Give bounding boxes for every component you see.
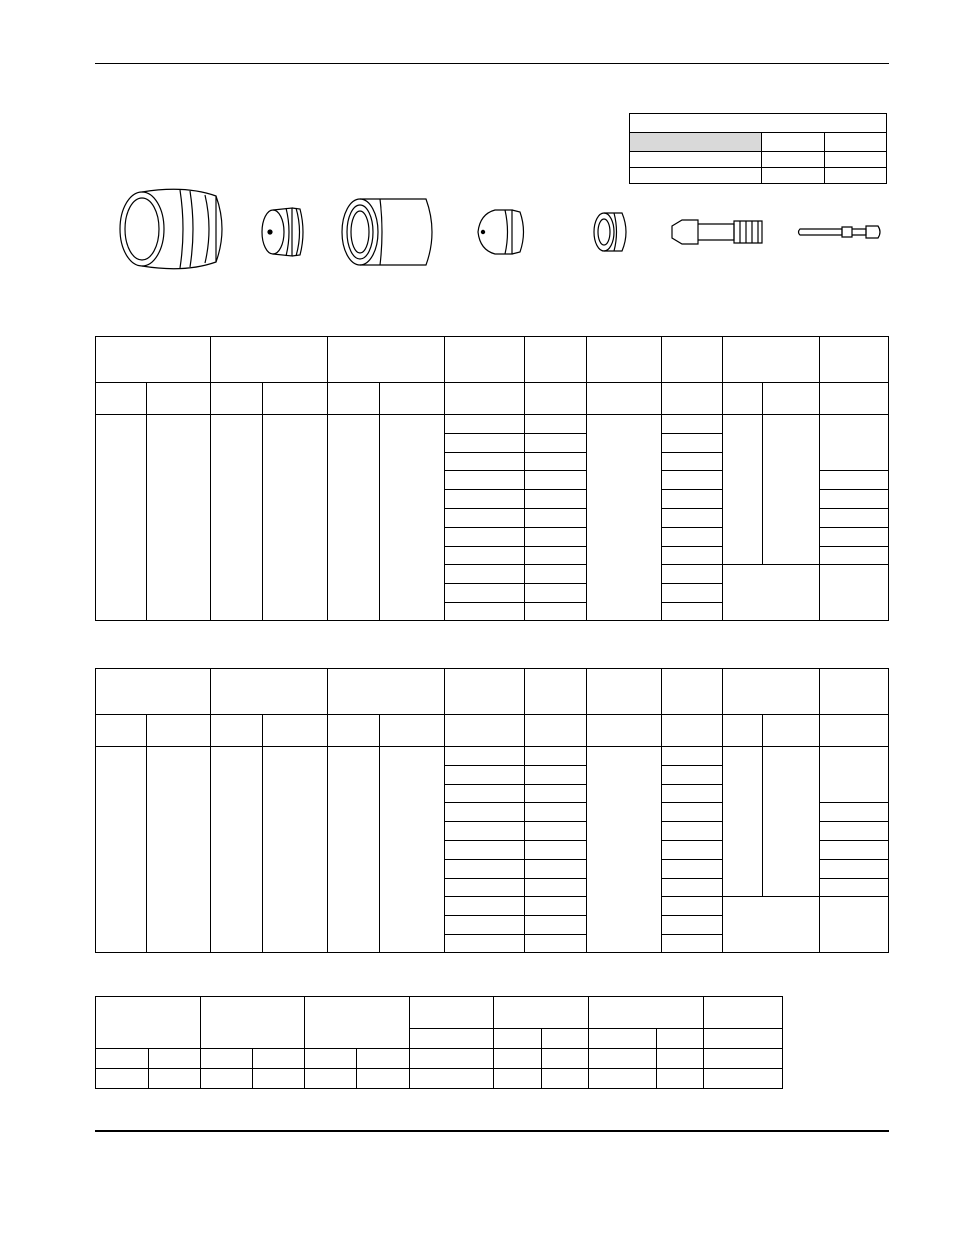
table-rule	[444, 336, 445, 621]
table-rule	[444, 668, 445, 953]
table-rule	[819, 878, 889, 879]
table-rule	[819, 527, 889, 528]
table-rule	[661, 583, 722, 584]
table-rule	[327, 668, 328, 953]
table-rule	[819, 840, 889, 841]
table-rule	[379, 714, 380, 953]
table-rule	[661, 878, 722, 879]
parts-drawing	[0, 0, 954, 300]
table-rule	[762, 714, 763, 896]
table-rule	[888, 668, 889, 953]
table-rule	[146, 382, 147, 621]
table-rule	[819, 489, 889, 490]
table-rule	[588, 996, 589, 1089]
table-rule	[95, 996, 96, 1089]
table-rule	[819, 470, 889, 471]
table-rule	[444, 602, 586, 603]
table-rule	[656, 1028, 657, 1089]
table-rule	[661, 452, 722, 453]
table-rule	[819, 859, 889, 860]
table-rule	[819, 802, 889, 803]
shield-part-icon	[120, 189, 222, 268]
table-rule	[661, 840, 722, 841]
table-rule	[782, 996, 783, 1089]
table-rule	[444, 508, 586, 509]
table-rule	[327, 336, 328, 621]
table-rule	[888, 336, 889, 621]
table-rule	[661, 546, 722, 547]
table-rule	[819, 336, 820, 621]
table-rule	[661, 489, 722, 490]
table-rule	[95, 414, 889, 415]
table-rule	[95, 668, 889, 669]
table-rule	[661, 934, 722, 935]
table-rule	[762, 382, 763, 564]
table-rule	[661, 821, 722, 822]
table-rule	[661, 668, 662, 953]
table-rule	[95, 1048, 783, 1049]
table-rule	[444, 489, 586, 490]
table-rule	[379, 382, 380, 621]
table-rule	[444, 821, 586, 822]
table-rule	[722, 668, 723, 953]
table-rule	[444, 470, 586, 471]
table-rule	[661, 508, 722, 509]
swirl-ring-part-icon	[594, 213, 626, 251]
table-rule	[262, 714, 263, 953]
table-rule	[95, 336, 96, 621]
table-rule	[444, 878, 586, 879]
table-rule	[444, 433, 586, 434]
table-rule	[356, 1048, 357, 1089]
table-rule	[661, 336, 662, 621]
table-rule	[444, 527, 586, 528]
table-rule	[262, 382, 263, 621]
table-rule	[524, 668, 525, 953]
table-rule	[661, 765, 722, 766]
retaining-cap-part-icon	[342, 199, 432, 265]
table-rule	[444, 840, 586, 841]
table-rule	[95, 714, 889, 715]
table-rule	[409, 1028, 783, 1029]
table-rule	[661, 602, 722, 603]
table-rule	[661, 802, 722, 803]
shield-cap-part-icon	[262, 208, 303, 256]
table-rule	[586, 668, 587, 953]
table-rule	[661, 564, 722, 565]
table-rule	[444, 784, 586, 785]
table-rule	[661, 470, 722, 471]
table-rule	[444, 546, 586, 547]
table-rule	[95, 952, 889, 953]
table-rule	[819, 508, 889, 509]
nozzle-part-icon	[478, 210, 524, 254]
table-rule	[95, 620, 889, 621]
table-rule	[661, 859, 722, 860]
table-rule	[304, 996, 305, 1089]
table-rule	[95, 1088, 783, 1089]
table-rule	[444, 583, 586, 584]
table-rule	[200, 996, 201, 1089]
table-rule	[444, 934, 586, 935]
table-rule	[444, 765, 586, 766]
table-rule	[722, 336, 723, 621]
water-tube-part-icon	[799, 226, 881, 238]
table-rule	[444, 452, 586, 453]
table-rule	[444, 896, 586, 897]
table-rule	[210, 336, 211, 621]
table-rule	[586, 336, 587, 621]
table-rule	[444, 564, 586, 565]
electrode-part-icon	[672, 220, 762, 244]
table-rule	[661, 915, 722, 916]
table-rule	[95, 668, 96, 953]
table-rule	[722, 564, 889, 565]
footer-rule	[95, 1130, 889, 1132]
table-rule	[661, 527, 722, 528]
table-rule	[819, 668, 820, 953]
table-rule	[95, 382, 889, 383]
table-rule	[444, 859, 586, 860]
table-rule	[95, 336, 889, 337]
table-rule	[210, 668, 211, 953]
table-rule	[444, 802, 586, 803]
table-rule	[252, 1048, 253, 1089]
table-rule	[524, 336, 525, 621]
table-rule	[541, 1028, 542, 1089]
table-rule	[661, 896, 722, 897]
table-rule	[661, 784, 722, 785]
table-rule	[819, 546, 889, 547]
table-rule	[95, 1068, 783, 1069]
table-rule	[703, 996, 704, 1089]
table-rule	[148, 1048, 149, 1089]
table-rule	[95, 996, 783, 997]
table-rule	[722, 896, 889, 897]
table-rule	[146, 714, 147, 953]
table-rule	[661, 433, 722, 434]
table-rule	[444, 915, 586, 916]
table-rule	[95, 746, 889, 747]
table-rule	[819, 821, 889, 822]
table-rule	[409, 996, 410, 1089]
table-rule	[493, 996, 494, 1089]
